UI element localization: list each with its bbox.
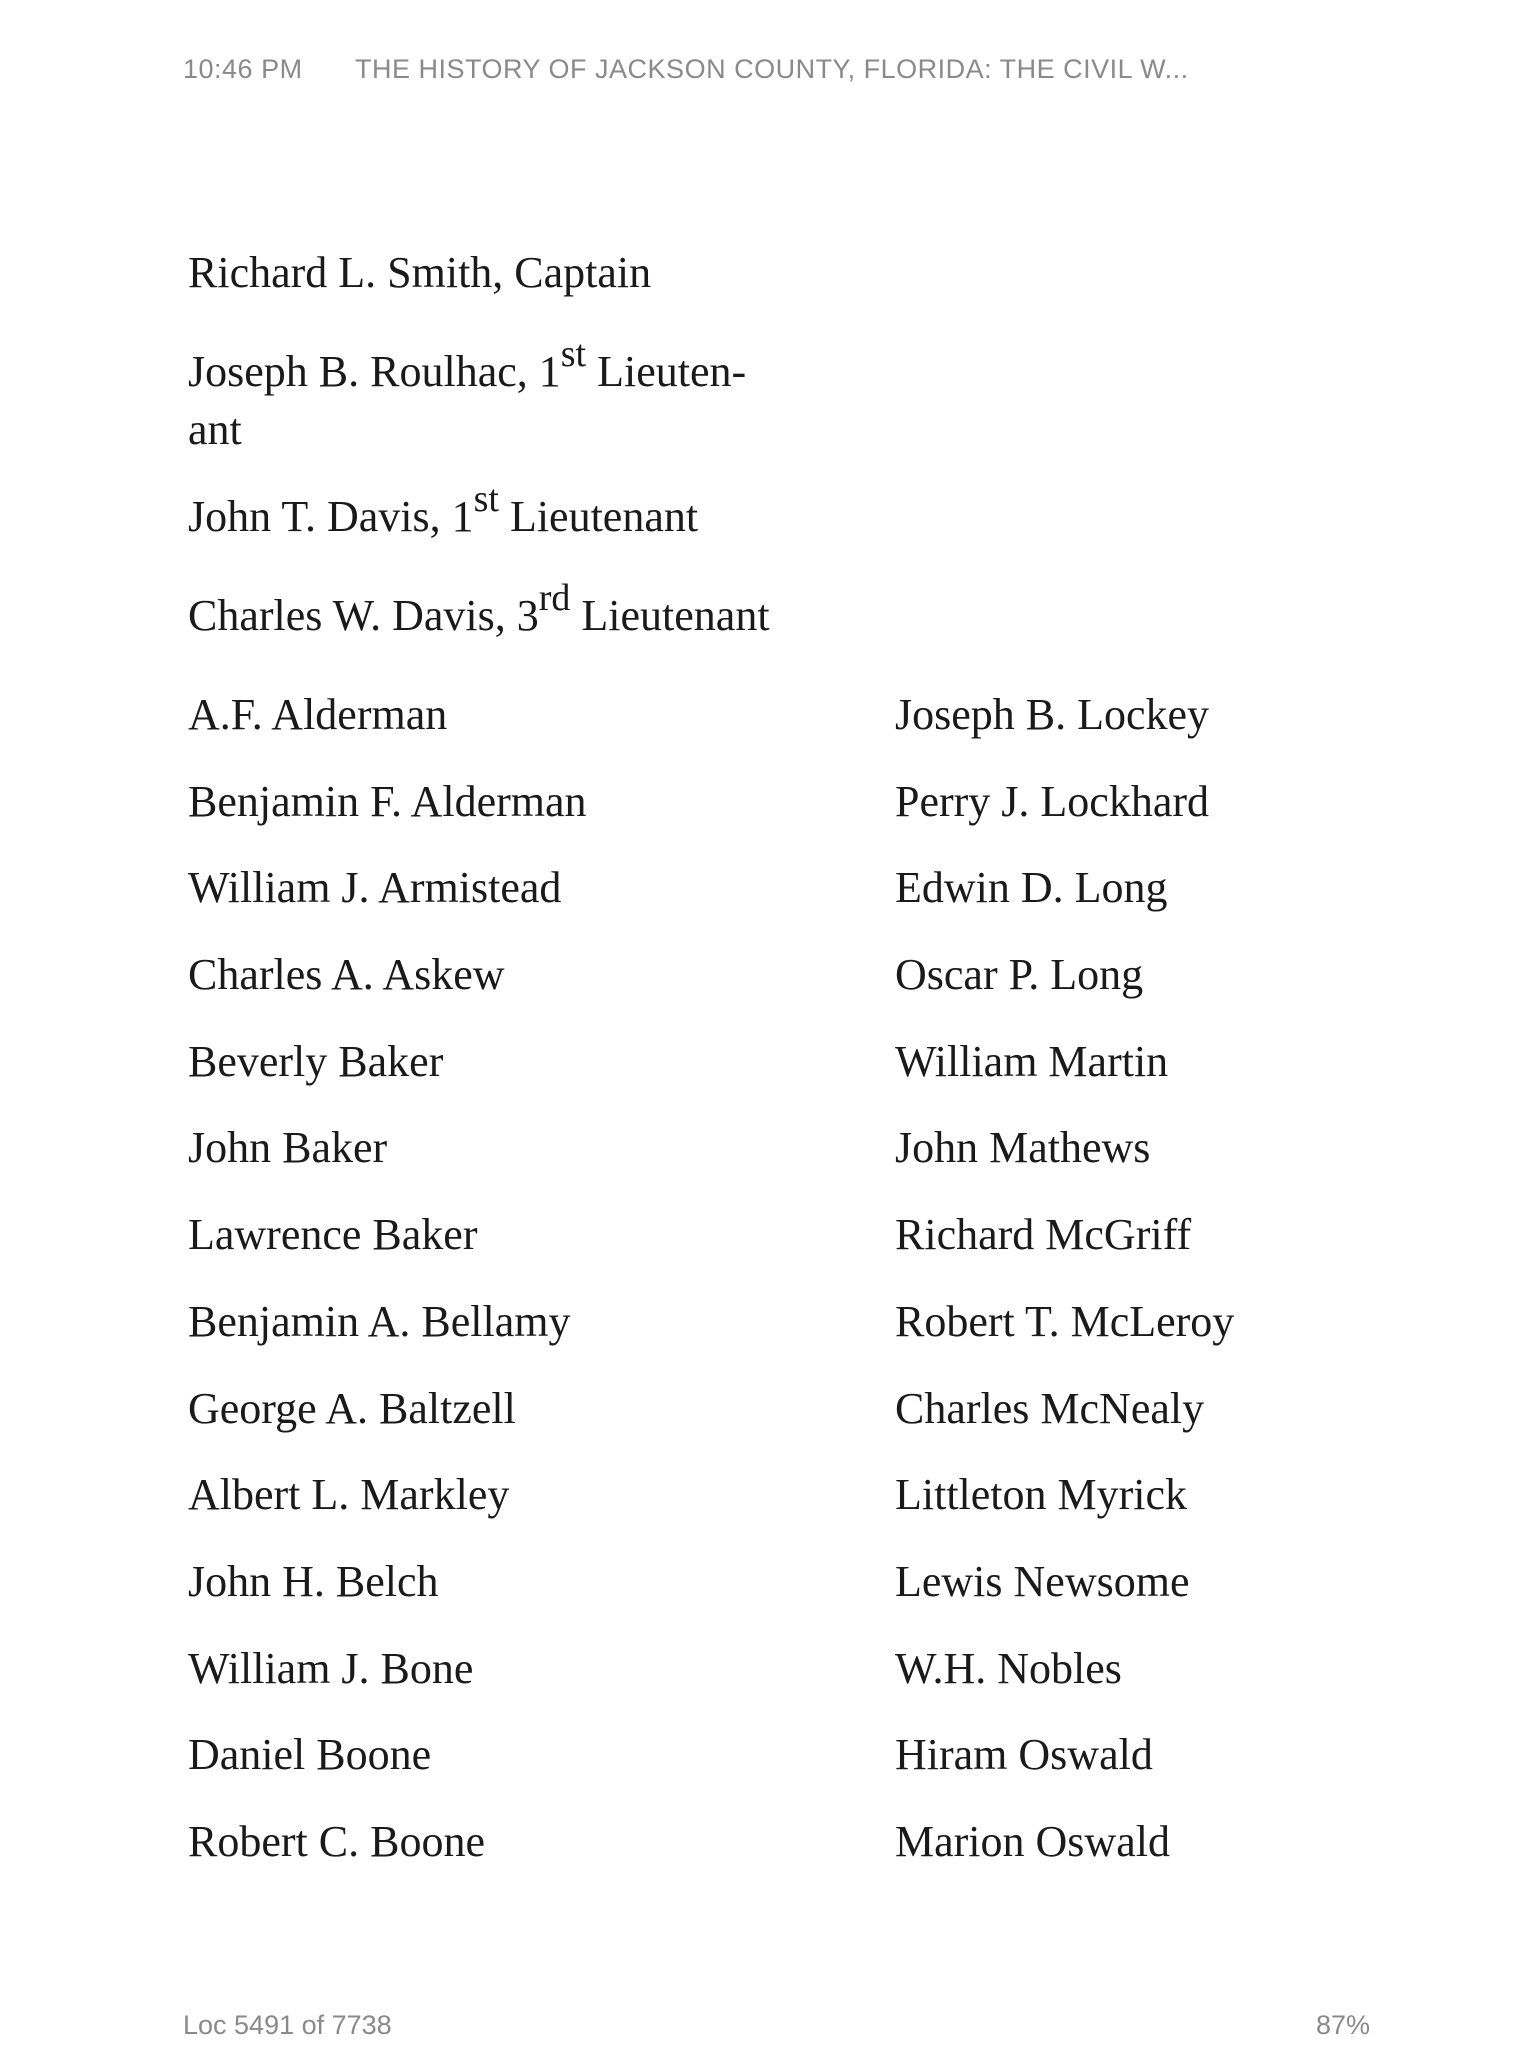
roster-name: William J. Bone bbox=[188, 1643, 474, 1693]
location-indicator[interactable]: Loc 5491 of 7738 bbox=[183, 2010, 392, 2040]
roster-name: Marion Oswald bbox=[895, 1816, 1170, 1866]
officer-name: John T. Davis, 1 bbox=[188, 492, 474, 541]
roster-name: Perry J. Lockhard bbox=[895, 776, 1210, 826]
officer-name: Richard L. Smith, Captain bbox=[188, 248, 652, 297]
roster-name: Charles McNealy bbox=[895, 1383, 1205, 1433]
roster-name: Benjamin F. Alderman bbox=[188, 776, 587, 826]
roster-name: A.F. Alderman bbox=[188, 690, 448, 739]
roster-name: William J. Armistead bbox=[188, 863, 562, 913]
roster-name: Robert T. McLeroy bbox=[895, 1296, 1235, 1346]
roster-name: Beverly Baker bbox=[188, 1036, 444, 1086]
roster-name: Daniel Boone bbox=[188, 1730, 432, 1780]
officer-entry bbox=[188, 244, 868, 302]
roster-name: John H. Belch bbox=[188, 1556, 439, 1606]
reading-progress: 87% bbox=[1315, 2010, 1370, 2040]
roster-name: John Baker bbox=[188, 1123, 388, 1173]
roster-name: Lewis Newsome bbox=[895, 1556, 1190, 1606]
officer-entry bbox=[188, 333, 868, 459]
roster-name: John Mathews bbox=[895, 1123, 1151, 1173]
roster-name: William Martin bbox=[895, 1036, 1169, 1086]
roster-name: Lawrence Baker bbox=[188, 1210, 478, 1260]
officer-ordinal: st bbox=[473, 478, 499, 521]
officer-name: Joseph B. Roulhac, 1 bbox=[188, 347, 561, 396]
officer-entry bbox=[188, 478, 868, 546]
officer-ordinal: rd bbox=[538, 577, 571, 620]
clock-time: 10:46 PM bbox=[183, 54, 303, 84]
roster-name: Robert C. Boone bbox=[188, 1816, 485, 1866]
roster-name: Littleton Myrick bbox=[895, 1470, 1188, 1520]
officer-name: Charles W. Davis, 3 bbox=[188, 591, 539, 640]
roster-name: Richard McGriff bbox=[895, 1210, 1192, 1260]
officer-rank: Lieuten- ant bbox=[188, 347, 747, 454]
officer-ordinal: st bbox=[560, 333, 587, 376]
roster-right-column bbox=[895, 686, 1234, 1900]
roster-name: W.H. Nobles bbox=[895, 1643, 1122, 1693]
officer-rank: Lieutenant bbox=[498, 492, 699, 541]
roster-name: Benjamin A. Bellamy bbox=[188, 1296, 571, 1346]
roster-name: Charles A. Askew bbox=[188, 950, 505, 1000]
officer-entry bbox=[188, 577, 868, 645]
book-page[interactable] bbox=[188, 0, 1348, 1900]
roster-name: Joseph B. Lockey bbox=[895, 690, 1210, 739]
book-title[interactable]: THE HISTORY OF JACKSON COUNTY, FLORIDA: THE CIVIL W... bbox=[355, 54, 1189, 84]
roster-name: Oscar P. Long bbox=[895, 950, 1144, 1000]
roster-name: Hiram Oswald bbox=[895, 1730, 1153, 1780]
officer-rank: Lieutenant bbox=[570, 591, 770, 640]
roster-name: Edwin D. Long bbox=[895, 863, 1168, 913]
roster-left-column bbox=[188, 686, 587, 1900]
roster-name: George A. Baltzell bbox=[188, 1383, 516, 1433]
roster-name: Albert L. Markley bbox=[188, 1470, 510, 1520]
